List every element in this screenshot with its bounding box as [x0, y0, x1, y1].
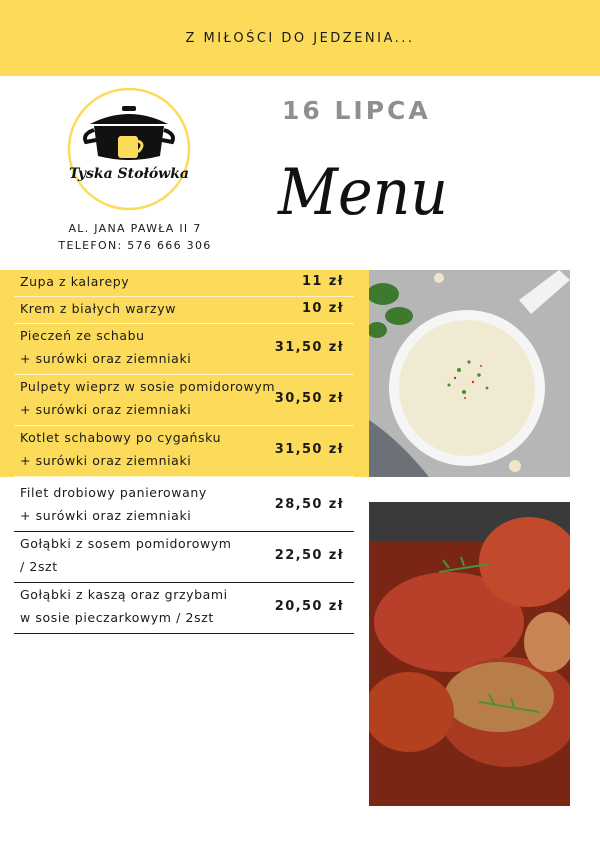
pot-with-mug-icon — [85, 106, 173, 160]
menu-item-name: Krem z białych warzyw — [20, 301, 177, 316]
menu-item-name: + surówki oraz ziemniaki — [20, 453, 192, 468]
menu-item-price: 31,50 zł — [274, 442, 344, 457]
menu-item-price: 31,50 zł — [274, 340, 344, 355]
menu-list — [14, 270, 354, 634]
menu-item-name: / 2szt — [20, 559, 58, 574]
menu-item — [14, 297, 354, 324]
menu-item-name: Kotlet schabowy po cygańsku — [20, 430, 222, 445]
contact-block — [40, 220, 230, 254]
menu-item-name: Zupa z kalarepy — [20, 274, 130, 289]
logo — [66, 86, 192, 212]
phone: TELEFON: 576 666 306 — [58, 239, 212, 252]
menu-item-name: + surówki oraz ziemniaki — [20, 508, 192, 523]
menu-item — [14, 270, 354, 297]
top-banner — [0, 0, 600, 76]
menu-item-price: 28,50 zł — [274, 497, 344, 512]
menu-item-price: 10 zł — [301, 301, 344, 316]
menu-item — [14, 426, 354, 477]
menu-title-text: Menu — [277, 156, 448, 230]
menu-date: 16 LIPCA — [282, 96, 431, 125]
menu-item — [14, 532, 354, 583]
menu-item-name: Gołąbki z kaszą oraz grzybami — [20, 587, 228, 602]
menu-item-name: + surówki oraz ziemniaki — [20, 351, 192, 366]
tagline: Z MIŁOŚCI DO JEDZENIA... — [185, 30, 415, 46]
menu-item-price: 30,50 zł — [274, 391, 344, 406]
menu-item-price: 20,50 zł — [274, 599, 344, 614]
menu-item-name: w sosie pieczarkowym / 2szt — [20, 610, 214, 625]
menu-item — [14, 375, 354, 426]
menu-item — [14, 324, 354, 375]
menu-item — [14, 481, 354, 532]
menu-item-name: Pulpety wieprz w sosie pomidorowym — [20, 379, 276, 394]
menu-item-name: Filet drobiowy panierowany — [20, 485, 207, 500]
menu-title — [274, 134, 454, 254]
menu-item-price: 11 zł — [301, 274, 344, 289]
brand-name: Tyska Stołówka — [68, 166, 190, 182]
address: AL. JANA PAWŁA II 7 — [68, 222, 202, 235]
menu-item-name: + surówki oraz ziemniaki — [20, 402, 192, 417]
menu-item — [14, 583, 354, 634]
cabbage-rolls-photo — [369, 502, 570, 806]
menu-item-price: 22,50 zł — [274, 548, 344, 563]
menu-item-name: Pieczeń ze schabu — [20, 328, 145, 343]
menu-item-name: Gołąbki z sosem pomidorowym — [20, 536, 232, 551]
soup-photo — [369, 270, 570, 477]
